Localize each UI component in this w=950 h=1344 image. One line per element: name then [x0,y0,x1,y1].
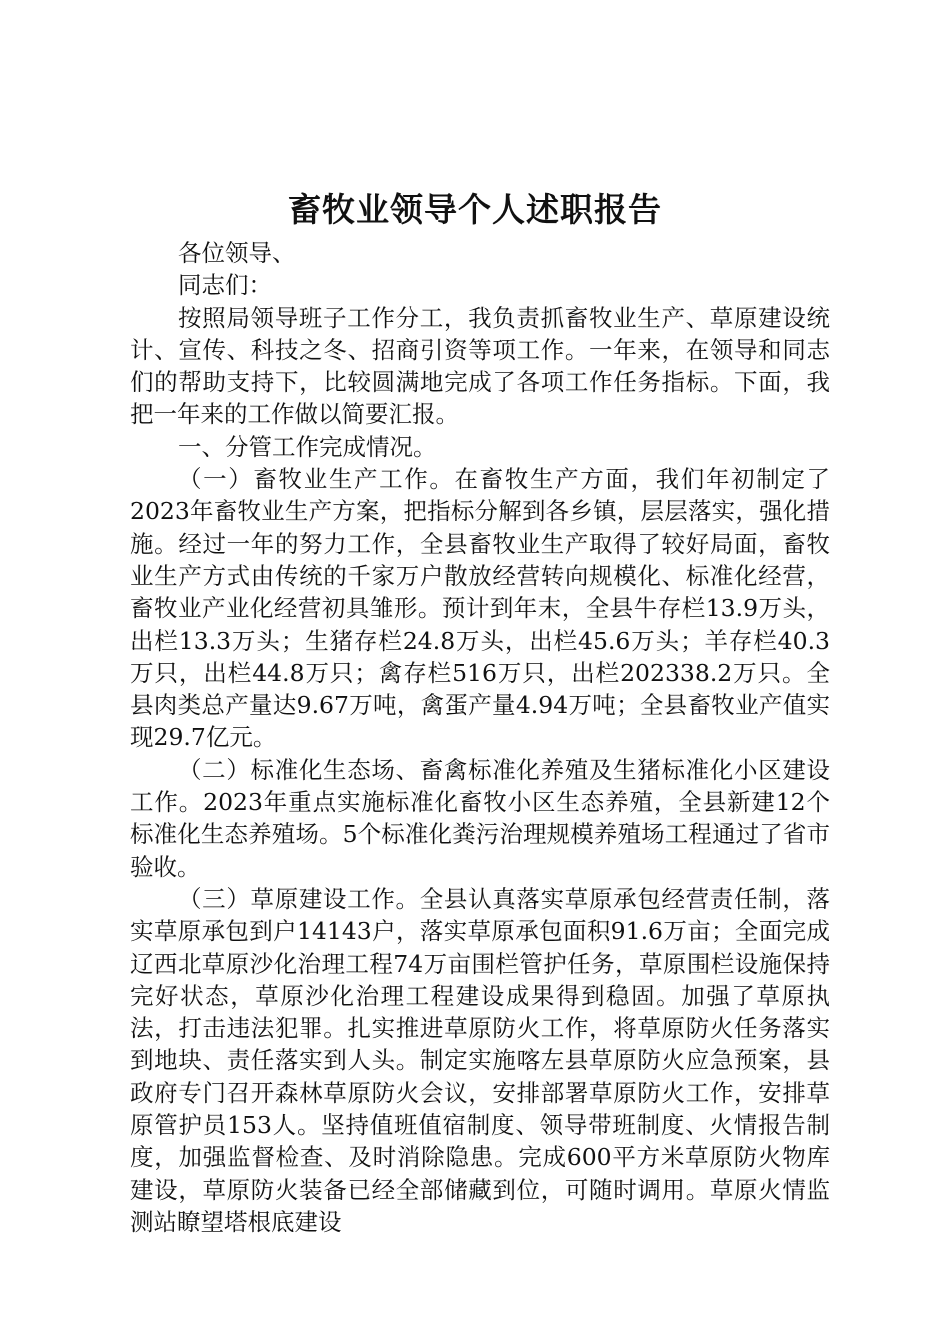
salutation-line: 同志们： [178,271,272,300]
paragraph-intro: 按照局领导班子工作分工，我负责抓畜牧业生产、草原建设统计、宣传、科技之冬、招商引资等项工作。一年来，在领导和同志们的帮助支持下，比较圆满地完成了各项工作任务指标。下面，我把一年来的工作做以简要汇报。 [130,303,830,429]
paragraph-grassland-construction: （三）草原建设工作。全县认真落实草原承包经营责任制，落实草原承包到户14143户，落实草原承包面积91.6万亩；全面完成辽西北草原沙化治理工程74万亩围栏管护任务，草原围栏设施保持完好状态，草原沙化治理工程建设成果得到稳固。加强了草原执法，打击违法犯罪。扎实推进草原防火工作，将草原防火任务落实到地块、责任落实到人头。制定实施喀左县草原防火应急预案，县政府专门召开森林草原防火会议，安排部署草原防火工作，安排草原管护员153人。坚持值班值宿制度、领导带班制度、火情报告制度，加强监督检查、及时消除隐患。完成600平方米草原防火物库建设，草原防火装备已经全部储藏到位，可随时调用。草原火情监测站瞭望塔根底建设 [130,884,830,1236]
paragraph-livestock-production: （一）畜牧业生产工作。在畜牧生产方面，我们年初制定了2023年畜牧业生产方案，把指标分解到各乡镇，层层落实，强化措施。经过一年的努力工作，全县畜牧业生产取得了较好局面，畜牧业生产方式由传统的千家万户散放经营转向规模化、标准化经营，畜牧业产业化经营初具雏形。预计到年末，全县牛存栏13.9万头，出栏13.3万头；生猪存栏24.8万头，出栏45.6万头；羊存栏40.3万只，出栏44.8万只；禽存栏516万只，出栏202338.2万只。全县肉类总产量达9.67万吨，禽蛋产量4.94万吨；全县畜牧业产值实现29.7亿元。 [130,465,830,752]
document-title: 畜牧业领导个人述职报告 [288,190,662,229]
salutation-line: 各位领导、 [178,239,296,267]
document-body [130,237,830,1238]
section-heading: 一、分管工作完成情况。 [178,432,437,461]
paragraph-standardized-farms: （二）标准化生态场、畜禽标准化养殖及生猪标准化小区建设工作。2023年重点实施标准化畜牧小区生态养殖，全县新建12个标准化生态养殖场。5个标准化粪污治理规模养殖场工程通过了省市验收。 [130,755,830,881]
